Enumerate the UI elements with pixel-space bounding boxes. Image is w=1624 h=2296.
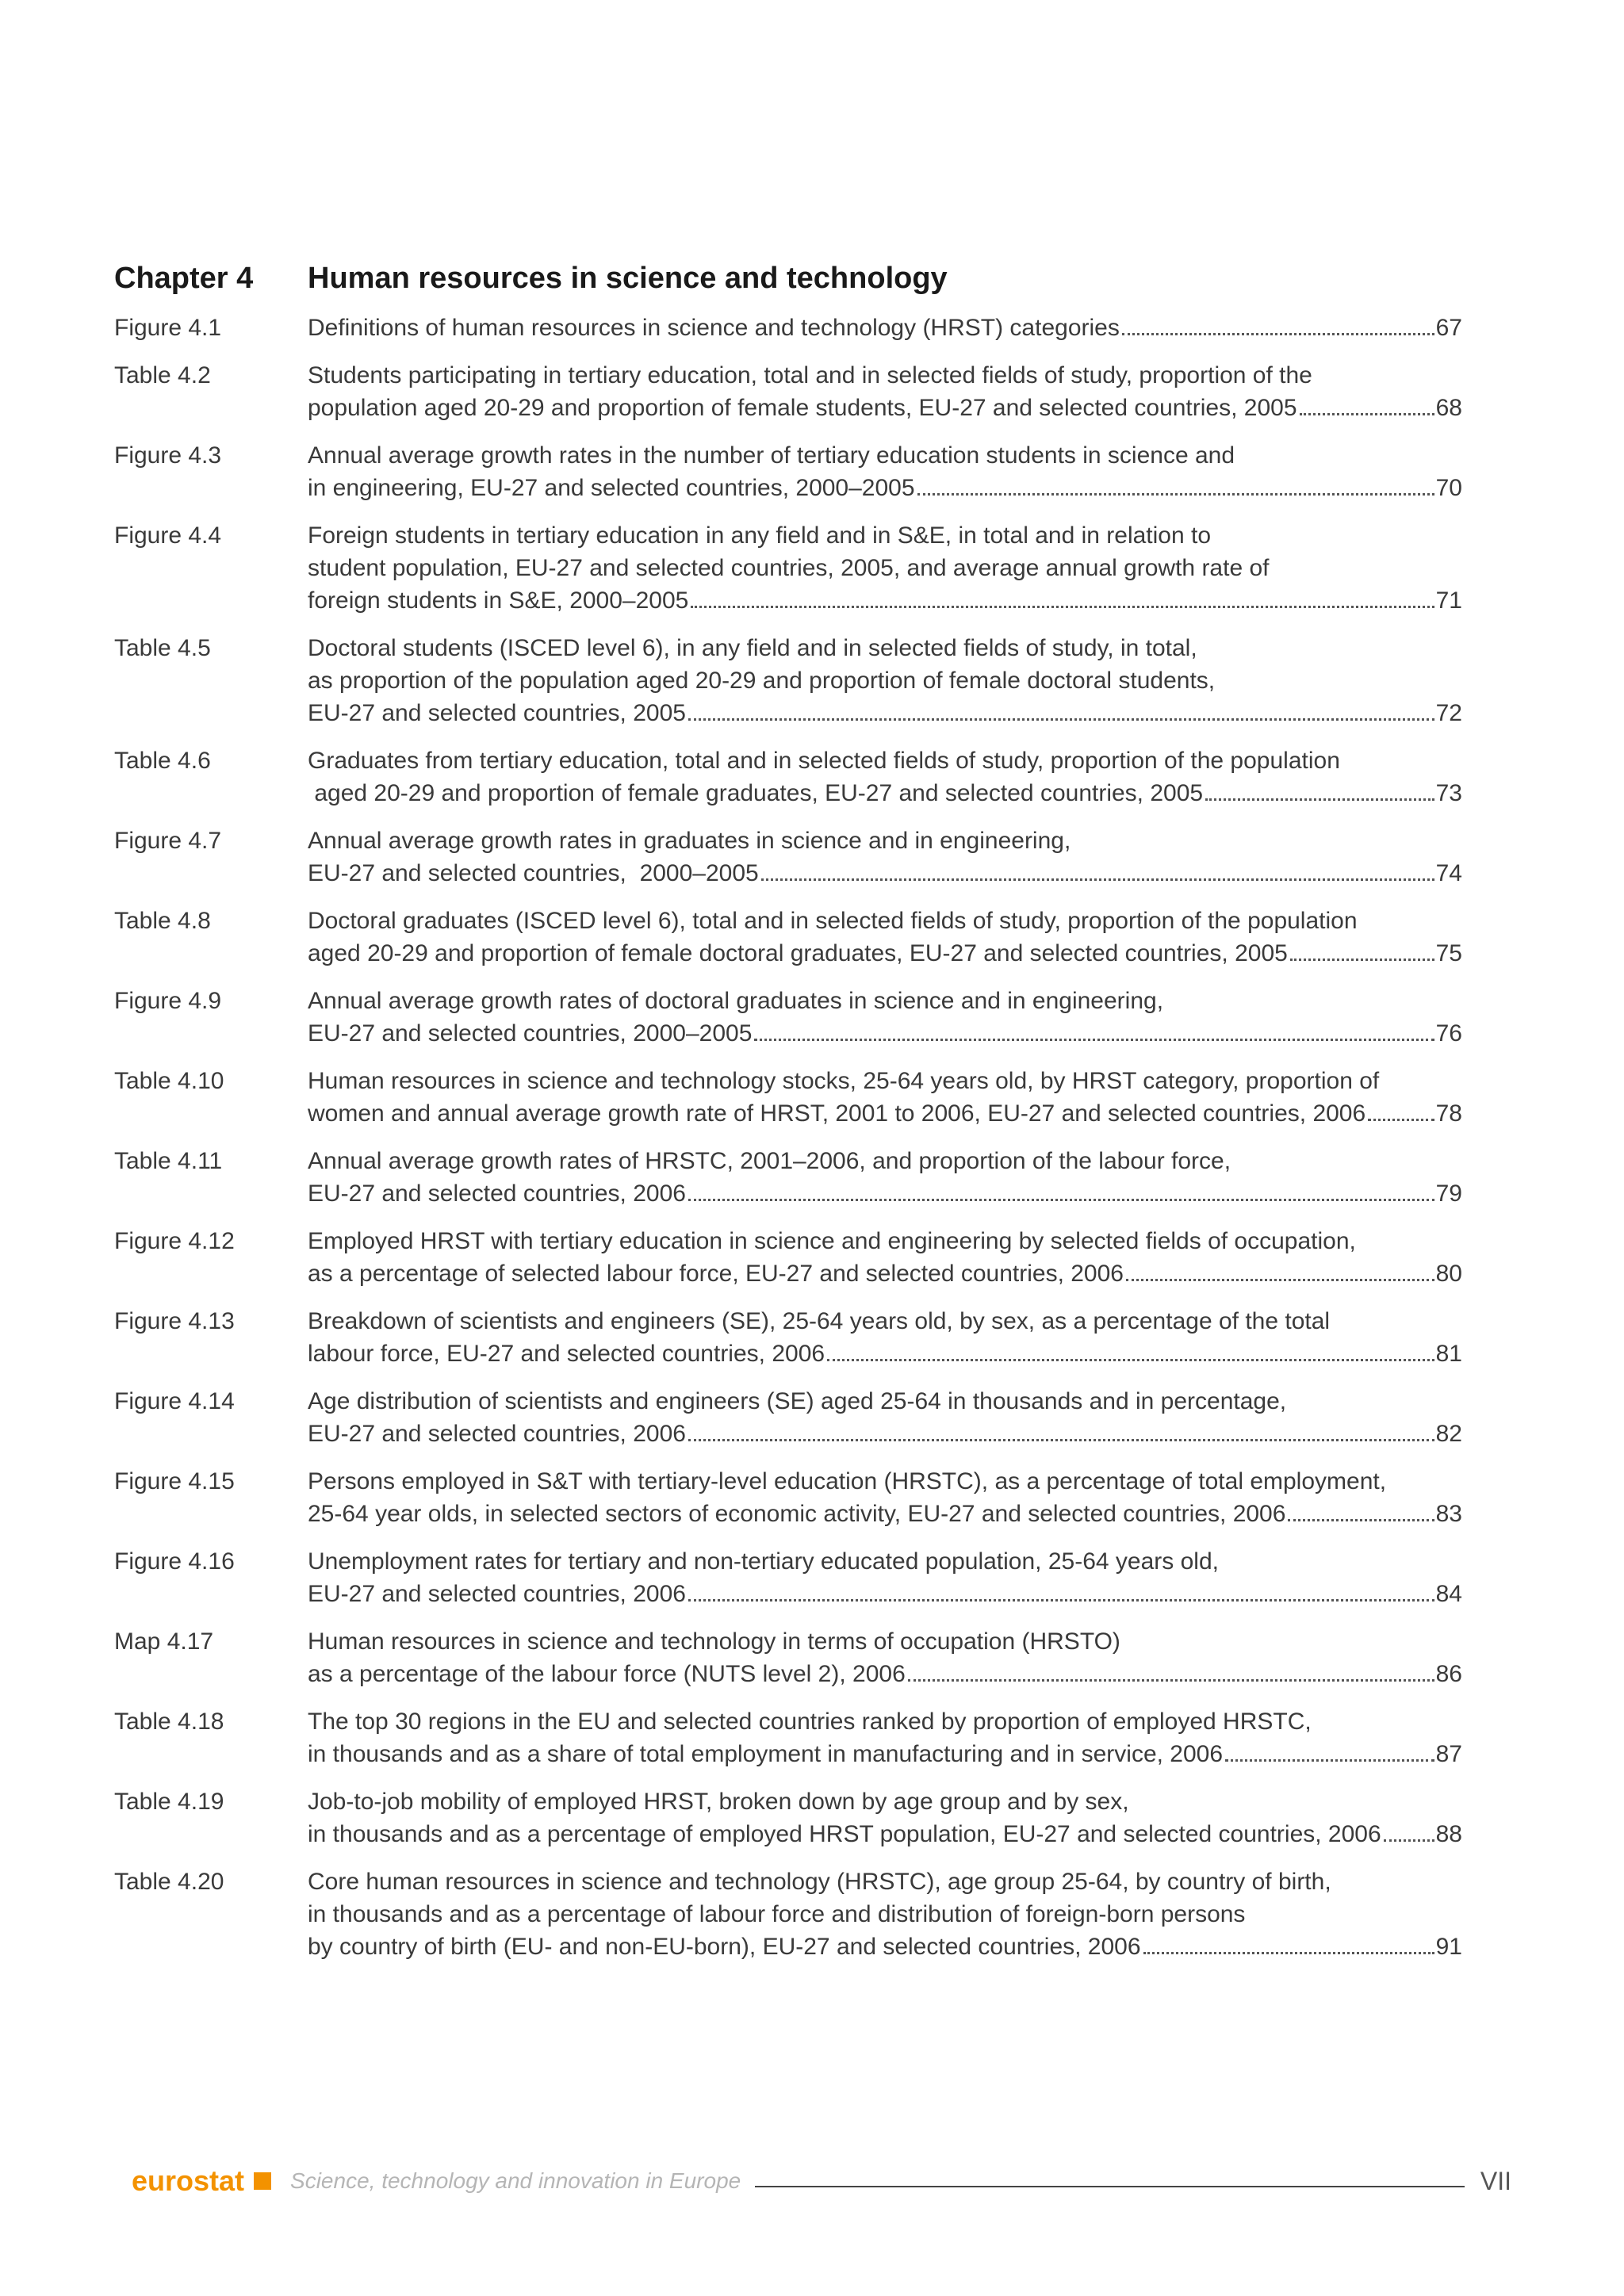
entry-text <box>308 519 1462 617</box>
entry-page-number: 75 <box>1435 940 1462 966</box>
entry-last-line <box>308 1818 1462 1850</box>
dot-leader <box>1122 333 1434 335</box>
toc-entry[interactable] <box>114 825 1462 890</box>
dot-leader <box>827 1359 1434 1361</box>
entry-label: Figure 4.3 <box>114 442 222 469</box>
dot-leader <box>688 1199 1434 1201</box>
entry-last-line <box>308 392 1462 424</box>
entry-label: Table 4.8 <box>114 908 211 934</box>
entry-line: foreign students in S&E, 2000–2005 <box>308 587 689 614</box>
entry-label: Figure 4.9 <box>114 988 222 1014</box>
dot-leader <box>761 878 1434 881</box>
entry-text <box>308 905 1462 970</box>
entry-line: EU-27 and selected countries, 2000–2005 <box>308 860 759 886</box>
toc-entry[interactable] <box>114 1465 1462 1530</box>
dot-leader <box>1126 1279 1434 1281</box>
dot-leader <box>688 1439 1434 1441</box>
dot-leader <box>688 1599 1434 1601</box>
entry-line: Breakdown of scientists and engineers (SE), 25-64 years old, by sex, as a percentage of the total <box>308 1308 1331 1334</box>
entry-page-number: 86 <box>1435 1661 1462 1687</box>
entry-text <box>308 744 1462 809</box>
dot-leader <box>1384 1839 1434 1842</box>
entry-page-number: 87 <box>1435 1741 1462 1767</box>
entry-last-line <box>308 937 1462 970</box>
dot-leader <box>1290 959 1434 961</box>
entry-line: in thousands and as a percentage of employed HRST population, EU-27 and selected countries, 2006 <box>308 1821 1381 1847</box>
entry-line: Students participating in tertiary education, total and in selected fields of study, proportion of the <box>308 362 1312 388</box>
entry-text <box>308 1465 1462 1530</box>
entry-line: as a percentage of selected labour force, EU-27 and selected countries, 2006 <box>308 1261 1124 1287</box>
entry-line: Graduates from tertiary education, total and in selected fields of study, proportion of the population <box>308 748 1340 774</box>
entry-last-line <box>308 1498 1462 1530</box>
chapter-heading <box>114 262 1462 296</box>
entry-line: population aged 20-29 and proportion of female students, EU-27 and selected countries, 2005 <box>308 395 1297 421</box>
dot-leader <box>908 1679 1434 1682</box>
entry-page-number: 91 <box>1435 1934 1462 1960</box>
entry-page-number: 76 <box>1435 1020 1462 1047</box>
toc-entry[interactable] <box>114 439 1462 504</box>
entry-line: Job-to-job mobility of employed HRST, broken down by age group and by sex, <box>308 1789 1129 1815</box>
entry-label: Figure 4.12 <box>114 1228 235 1254</box>
dot-leader <box>754 1039 1434 1041</box>
entry-line: Core human resources in science and technology (HRSTC), age group 25-64, by country of birth, <box>308 1869 1331 1895</box>
entry-line: Human resources in science and technology stocks, 25-64 years old, by HRST category, proportion of <box>308 1068 1380 1094</box>
entry-page-number: 83 <box>1435 1501 1462 1527</box>
toc-entry[interactable] <box>114 1545 1462 1610</box>
entry-last-line <box>308 1337 1462 1370</box>
toc-entry[interactable] <box>114 1866 1462 1963</box>
entry-line: Annual average growth rates of doctoral graduates in science and in engineering, <box>308 988 1164 1014</box>
entry-last-line <box>308 1257 1462 1290</box>
entry-last-line <box>308 697 1462 729</box>
entry-last-line <box>308 1931 1462 1963</box>
entry-line: Doctoral graduates (ISCED level 6), total and in selected fields of study, proportion of the population <box>308 908 1358 934</box>
entry-label: Table 4.10 <box>114 1068 224 1094</box>
entry-last-line <box>308 1658 1462 1690</box>
entry-text <box>308 359 1462 424</box>
entry-text <box>308 1545 1462 1610</box>
toc-entry[interactable] <box>114 312 1462 344</box>
entry-page-number: 71 <box>1435 587 1462 614</box>
toc-entry[interactable] <box>114 1705 1462 1770</box>
entry-last-line <box>308 1017 1462 1050</box>
entry-text <box>308 985 1462 1050</box>
entry-text <box>308 1385 1462 1450</box>
dot-leader <box>1143 1952 1434 1954</box>
entry-line: in thousands and as a share of total employment in manufacturing and in service, 2006 <box>308 1741 1224 1767</box>
dot-leader <box>1300 413 1434 415</box>
logo-square-icon <box>254 2172 271 2190</box>
dot-leader <box>688 718 1434 721</box>
entry-line: Employed HRST with tertiary education in science and engineering by selected fields of occupation, <box>308 1228 1356 1254</box>
eurostat-logo: eurostat <box>132 2164 245 2197</box>
entry-line: by country of birth (EU- and non-EU-born), EU-27 and selected countries, 2006 <box>308 1934 1141 1960</box>
entry-label: Figure 4.1 <box>114 315 222 341</box>
entry-text <box>308 1225 1462 1290</box>
entry-page-number: 80 <box>1435 1261 1462 1287</box>
toc-entry[interactable] <box>114 1385 1462 1450</box>
table-of-contents <box>114 262 1462 1978</box>
dot-leader <box>1288 1519 1434 1521</box>
entry-page-number: 73 <box>1435 780 1462 806</box>
page-footer <box>132 2164 1511 2198</box>
entry-last-line <box>308 472 1462 504</box>
entry-page-number: 88 <box>1435 1821 1462 1847</box>
entry-text <box>308 632 1462 729</box>
entry-line: Annual average growth rates of HRSTC, 2001–2006, and proportion of the labour force, <box>308 1148 1231 1174</box>
entry-line: as a percentage of the labour force (NUTS level 2), 2006 <box>308 1661 906 1687</box>
toc-entries <box>114 312 1462 1963</box>
entry-label: Figure 4.16 <box>114 1548 235 1575</box>
entry-page-number: 82 <box>1435 1421 1462 1447</box>
chapter-title: Human resources in science and technology <box>308 262 948 295</box>
entry-page-number: 84 <box>1435 1581 1462 1607</box>
entry-text <box>308 439 1462 504</box>
toc-entry[interactable] <box>114 632 1462 729</box>
entry-line: aged 20-29 and proportion of female graduates, EU-27 and selected countries, 2005 <box>308 780 1204 806</box>
dot-leader <box>917 493 1434 496</box>
entry-text <box>308 1866 1462 1963</box>
dot-leader <box>691 606 1434 608</box>
toc-entry[interactable] <box>114 1065 1462 1130</box>
entry-page-number: 81 <box>1435 1341 1462 1367</box>
dot-leader <box>1368 1119 1434 1121</box>
entry-label: Table 4.18 <box>114 1709 224 1735</box>
entry-label: Table 4.6 <box>114 748 211 774</box>
chapter-label: Chapter 4 <box>114 262 254 295</box>
entry-text <box>308 1705 1462 1770</box>
entry-line: aged 20-29 and proportion of female doctoral graduates, EU-27 and selected countries, 2005 <box>308 940 1288 966</box>
entry-last-line <box>308 312 1462 344</box>
entry-line: in thousands and as a percentage of labour force and distribution of foreign-born persons <box>308 1901 1246 1927</box>
entry-line: The top 30 regions in the EU and selected countries ranked by proportion of employed HRSTC, <box>308 1709 1312 1735</box>
publication-title: Science, technology and innovation in Europe <box>290 2168 741 2193</box>
toc-entry[interactable] <box>114 905 1462 970</box>
entry-label: Figure 4.4 <box>114 522 222 549</box>
dot-leader <box>1225 1759 1434 1762</box>
toc-entry[interactable] <box>114 1785 1462 1850</box>
entry-label: Figure 4.7 <box>114 828 222 854</box>
entry-last-line <box>308 1738 1462 1770</box>
entry-line: as proportion of the population aged 20-29 and proportion of female doctoral students, <box>308 668 1216 694</box>
entry-line: labour force, EU-27 and selected countries, 2006 <box>308 1341 825 1367</box>
entry-line: student population, EU-27 and selected countries, 2005, and average annual growth rate of <box>308 555 1270 581</box>
entry-line: Persons employed in S&T with tertiary-level education (HRSTC), as a percentage of total employment, <box>308 1468 1387 1494</box>
entry-page-number: 67 <box>1435 315 1462 341</box>
entry-line: 25-64 year olds, in selected sectors of economic activity, EU-27 and selected countries, 2006 <box>308 1501 1286 1527</box>
entry-last-line <box>308 857 1462 890</box>
toc-entry[interactable] <box>114 1625 1462 1690</box>
entry-page-number: 72 <box>1435 700 1462 726</box>
entry-last-line <box>308 777 1462 809</box>
entry-label: Table 4.19 <box>114 1789 224 1815</box>
entry-label: Figure 4.13 <box>114 1308 235 1334</box>
entry-last-line <box>308 1578 1462 1610</box>
entry-last-line <box>308 1418 1462 1450</box>
entry-page-number: 74 <box>1435 860 1462 886</box>
entry-text <box>308 825 1462 890</box>
toc-entry[interactable] <box>114 985 1462 1050</box>
toc-entry[interactable] <box>114 1145 1462 1210</box>
entry-page-number: 79 <box>1435 1181 1462 1207</box>
entry-label: Table 4.11 <box>114 1148 223 1174</box>
entry-text <box>308 1145 1462 1210</box>
toc-entry[interactable] <box>114 1225 1462 1290</box>
page-number: VII <box>1480 2166 1511 2195</box>
toc-entry[interactable] <box>114 359 1462 424</box>
toc-entry[interactable] <box>114 519 1462 617</box>
entry-line: EU-27 and selected countries, 2006 <box>308 1421 686 1447</box>
entry-text <box>308 1625 1462 1690</box>
entry-page-number: 68 <box>1435 395 1462 421</box>
entry-line: Unemployment rates for tertiary and non-tertiary educated population, 25-64 years old, <box>308 1548 1219 1575</box>
entry-line: Doctoral students (ISCED level 6), in any field and in selected fields of study, in total, <box>308 635 1197 661</box>
toc-entry[interactable] <box>114 744 1462 809</box>
entry-label: Table 4.20 <box>114 1869 224 1895</box>
footer-rule <box>755 2186 1465 2187</box>
entry-last-line <box>308 1097 1462 1130</box>
entry-last-line <box>308 584 1462 617</box>
entry-line: EU-27 and selected countries, 2006 <box>308 1581 686 1607</box>
entry-line: EU-27 and selected countries, 2006 <box>308 1181 686 1207</box>
entry-line: Annual average growth rates in the number of tertiary education students in science and <box>308 442 1235 469</box>
entry-label: Table 4.5 <box>114 635 211 661</box>
entry-last-line <box>308 1177 1462 1210</box>
entry-page-number: 70 <box>1435 475 1462 501</box>
entry-line: in engineering, EU-27 and selected countries, 2000–2005 <box>308 475 915 501</box>
entry-line: Foreign students in tertiary education in any field and in S&E, in total and in relation to <box>308 522 1212 549</box>
entry-line: EU-27 and selected countries, 2000–2005 <box>308 1020 753 1047</box>
entry-text <box>308 312 1462 344</box>
entry-line: women and annual average growth rate of HRST, 2001 to 2006, EU-27 and selected countries, 2006 <box>308 1100 1366 1127</box>
entry-label: Table 4.2 <box>114 362 211 388</box>
entry-line: Definitions of human resources in science and technology (HRST) categories <box>308 315 1120 341</box>
entry-text <box>308 1305 1462 1370</box>
toc-entry[interactable] <box>114 1305 1462 1370</box>
entry-text <box>308 1065 1462 1130</box>
entry-page-number: 78 <box>1435 1100 1462 1127</box>
entry-label: Figure 4.15 <box>114 1468 235 1494</box>
entry-label: Map 4.17 <box>114 1628 214 1655</box>
entry-text <box>308 1785 1462 1850</box>
entry-label: Figure 4.14 <box>114 1388 235 1414</box>
entry-line: EU-27 and selected countries, 2005 <box>308 700 686 726</box>
entry-line: Age distribution of scientists and engineers (SE) aged 25-64 in thousands and in percentage, <box>308 1388 1287 1414</box>
entry-line: Annual average growth rates in graduates in science and in engineering, <box>308 828 1071 854</box>
entry-line: Human resources in science and technology in terms of occupation (HRSTO) <box>308 1628 1120 1655</box>
dot-leader <box>1205 798 1434 801</box>
